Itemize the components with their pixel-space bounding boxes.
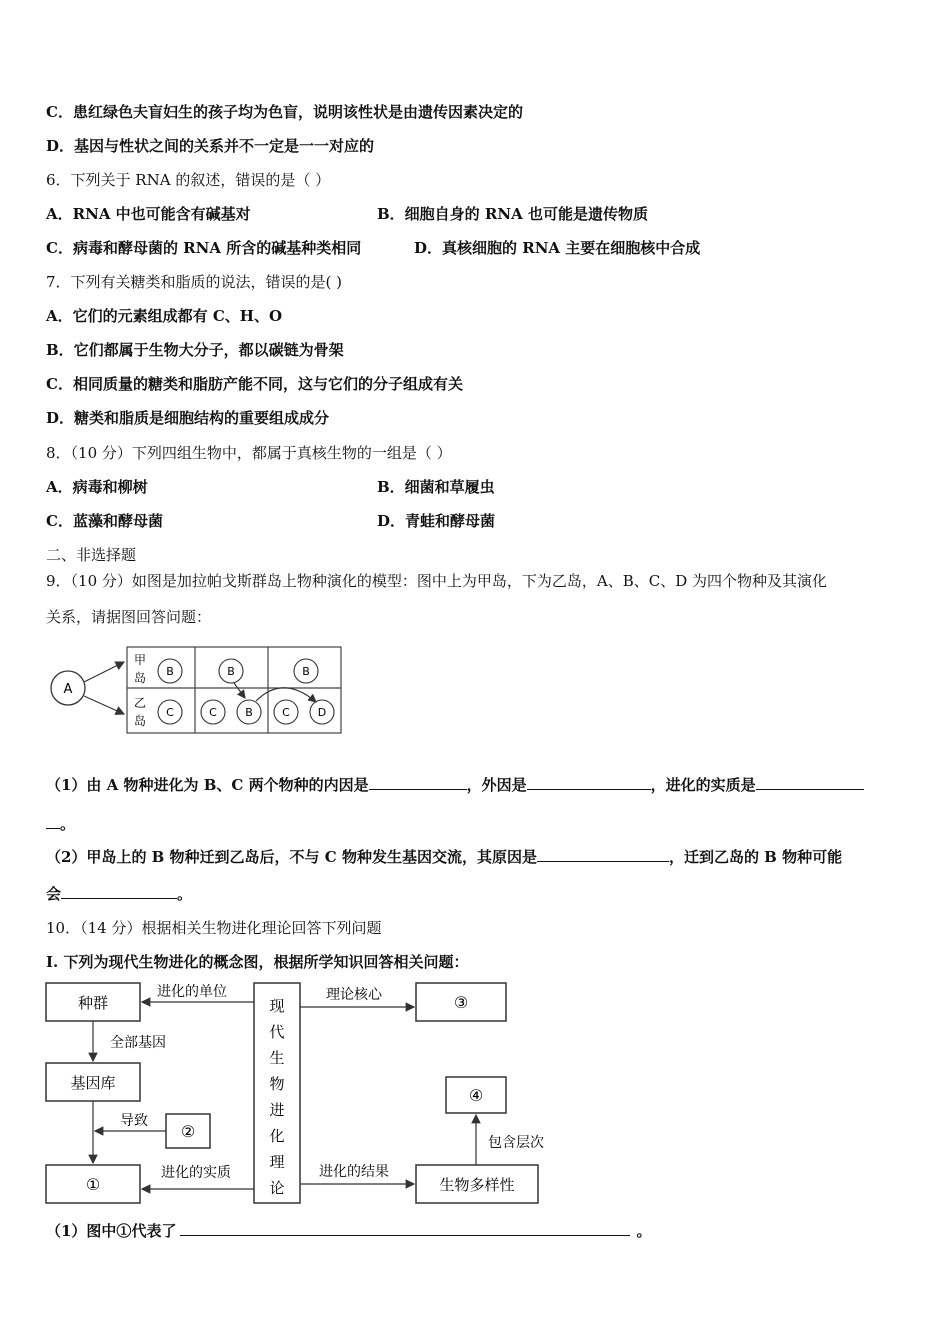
- evolution-concept-map: [44, 979, 564, 1209]
- q6-option-c: C．病毒和酵母菌的 RNA 所含的碱基种类相同: [46, 239, 362, 257]
- arrow-a-to-jia: [84, 662, 124, 682]
- q9-part2-line2: 会 。: [46, 885, 193, 903]
- arrow-a-to-yi: [84, 696, 124, 714]
- population-label: 种群: [77, 994, 109, 1012]
- theory-char-6: 化: [269, 1127, 285, 1145]
- q9-blank-2[interactable]: [527, 775, 651, 790]
- q6-option-a: A．RNA 中也可能含有碱基对: [46, 205, 251, 223]
- q9-part1-line2: 。: [46, 814, 75, 834]
- q8-option-c: C．蓝藻和酵母菌: [46, 512, 163, 530]
- species-c-label: C: [282, 706, 290, 719]
- q8-option-b: B．细菌和草履虫: [377, 478, 495, 496]
- q9-blank-3-cont[interactable]: [46, 814, 60, 829]
- island-evolution-diagram: [48, 644, 348, 736]
- q10-part1: （1）图中①代表了 。: [46, 1222, 652, 1240]
- circled-1-label: ①: [85, 1175, 101, 1194]
- unit-label: 进化的单位: [157, 984, 227, 1000]
- essence-label: 进化的实质: [161, 1165, 231, 1181]
- q7-option-d: D．糖类和脂质是细胞结构的重要组成成分: [46, 409, 330, 427]
- yi-island-label-1: 乙: [133, 696, 147, 710]
- jia-island-label-1: 甲: [133, 653, 147, 667]
- species-b-label: B: [166, 665, 174, 678]
- core-label: 理论核心: [326, 987, 382, 1003]
- result-label: 进化的结果: [319, 1164, 389, 1180]
- q9-blank-1[interactable]: [369, 775, 467, 790]
- gene-pool-label: 基因库: [70, 1074, 116, 1092]
- q8-option-a: A．病毒和柳树: [46, 478, 148, 496]
- q9-blank-4[interactable]: [537, 847, 669, 862]
- q9-stem-line2: 关系，请据图回答问题：: [46, 608, 212, 626]
- q8-stem: 8．（10 分）下列四组生物中，都属于真核生物的一组是（ ）: [46, 444, 452, 462]
- circled-4-label: ④: [468, 1086, 484, 1105]
- theory-char-2: 代: [269, 1023, 285, 1041]
- q9-part2-line1: （2）甲岛上的 B 物种迁到乙岛后，不与 C 物种发生基因交流，其原因是 ，迁到乙岛的 B 物种可能: [46, 848, 843, 866]
- species-b-label: B: [227, 665, 235, 678]
- q7-option-b: B．它们都属于生物大分子，都以碳链为骨架: [46, 341, 344, 359]
- theory-char-3: 生: [269, 1049, 285, 1067]
- theory-char-7: 理: [269, 1153, 285, 1171]
- cause-label: 导致: [120, 1113, 148, 1129]
- q6-stem: 6．下列关于 RNA 的叙述，错误的是（ ）: [46, 171, 331, 189]
- theory-char-5: 进: [269, 1101, 285, 1119]
- species-b-label: B: [302, 665, 310, 678]
- q10-stem: 10．（14 分）根据相关生物进化理论回答下列问题: [46, 919, 382, 937]
- q7-option-c: C．相同质量的糖类和脂肪产能不同，这与它们的分子组成有关: [46, 375, 463, 393]
- arrow-b-migrate: [234, 683, 245, 698]
- q9-blank-3[interactable]: [756, 775, 864, 790]
- biodiversity-label: 生物多样性: [439, 1176, 515, 1194]
- q9-blank-5[interactable]: [61, 884, 177, 899]
- theory-char-4: 物: [269, 1075, 285, 1093]
- q8-option-d: D．青蛙和酵母菌: [377, 512, 496, 530]
- circled-2-label: ②: [180, 1122, 196, 1141]
- section-heading: 二、非选择题: [46, 546, 137, 564]
- species-a-label: A: [63, 682, 73, 697]
- q6-option-b: B．细胞自身的 RNA 也可能是遗传物质: [377, 205, 648, 223]
- species-c-label: C: [209, 706, 217, 719]
- q7-stem: 7．下列有关糖类和脂质的说法，错误的是( ): [46, 273, 343, 291]
- q5-option-d: D．基因与性状之间的关系并不一定是一一对应的: [46, 137, 375, 155]
- species-d-label: D: [317, 706, 327, 719]
- theory-char-8: 论: [269, 1179, 285, 1197]
- species-c-label: C: [166, 706, 174, 719]
- yi-island-label-2: 岛: [133, 714, 147, 728]
- q7-option-a: A．它们的元素组成都有 C、H、O: [46, 307, 283, 325]
- genes-label: 全部基因: [110, 1035, 166, 1051]
- q10-sub-heading: I. 下列为现代生物进化的概念图，根据所学知识回答相关问题：: [46, 953, 469, 971]
- q5-option-c: C．患红绿色夫盲妇生的孩子均为色盲，说明该性状是由遗传因素决定的: [46, 103, 523, 121]
- levels-label: 包含层次: [488, 1135, 544, 1151]
- q6-option-d: D．真核细胞的 RNA 主要在细胞核中合成: [414, 239, 701, 257]
- species-b-label: B: [245, 706, 253, 719]
- q10-blank-1[interactable]: [180, 1221, 630, 1236]
- q9-stem-line1: 9．（10 分）如图是加拉帕戈斯群岛上物种演化的模型：图中上为甲岛，下为乙岛，A、B、C、D 为四个物种及其演化: [46, 572, 828, 590]
- jia-island-label-2: 岛: [133, 671, 147, 685]
- q9-part1-line1: （1）由 A 物种进化为 B、C 两个物种的内因是 ，外因是 ，进化的实质是: [46, 775, 864, 795]
- theory-char-1: 现: [269, 997, 285, 1015]
- circled-3-label: ③: [453, 993, 469, 1012]
